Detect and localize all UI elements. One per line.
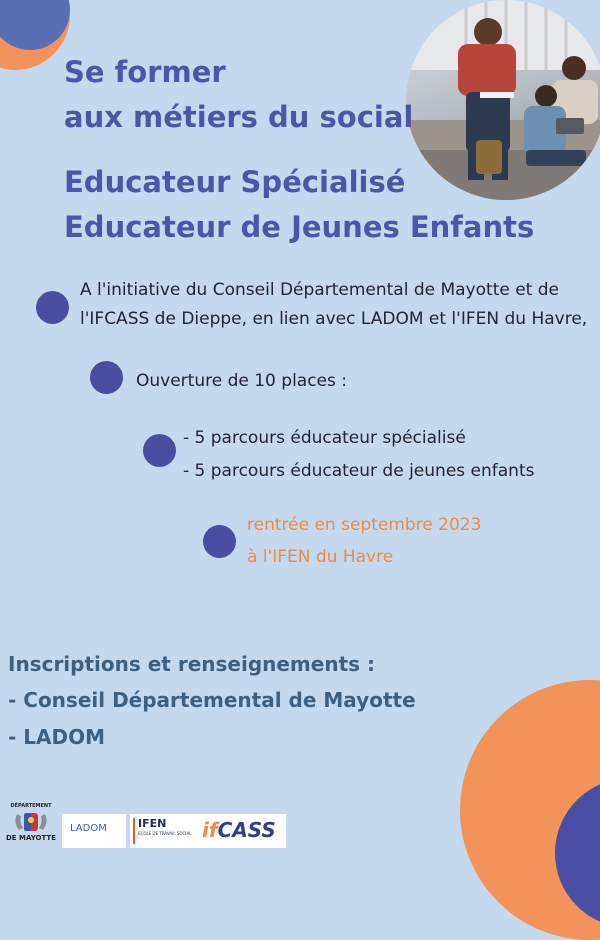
logo-ifcass-text	[202, 818, 276, 842]
inscriptions-title: Inscriptions et renseignements :	[8, 652, 376, 676]
logo-ifen-text: IFEN	[138, 817, 167, 830]
crest-icon	[11, 810, 51, 836]
subtitle-line-1: Educateur Spécialisé	[64, 165, 406, 199]
logo-ladom-text: LADOM	[70, 823, 107, 834]
opening-text: Ouverture de 10 places :	[136, 371, 347, 391]
bullet-dot-paths	[143, 434, 176, 467]
title-line-1: Se former	[64, 55, 226, 89]
students-illustration	[406, 0, 600, 200]
path-item-1: - 5 parcours éducateur spécialisé	[183, 428, 466, 448]
start-date-line-2: à l'IFEN du Havre	[247, 547, 394, 567]
logo-ifen-subtext: ECOLE DE TRAVAIL SOCIAL	[138, 831, 192, 836]
logo-departement-name: DE MAYOTTE	[5, 834, 56, 842]
bullet-dot-intro	[36, 291, 69, 324]
subtitle-line-2: Educateur de Jeunes Enfants	[64, 210, 535, 244]
logo-ifcass	[198, 814, 286, 848]
bullet-dot-date	[203, 525, 236, 558]
logo-departement-caption: DÉPARTEMENT	[10, 803, 52, 809]
students-photo	[406, 0, 600, 200]
intro-text-line-2: l'IFCASS de Dieppe, en lien avec LADOM et l'IFEN du Havre,	[80, 309, 588, 329]
logo-ifen-bar	[133, 818, 135, 844]
title-line-2: aux métiers du social	[64, 100, 414, 134]
logo-ladom	[62, 814, 126, 848]
inscriptions-item-2: - LADOM	[8, 725, 105, 749]
logo-departement-mayotte	[4, 804, 58, 848]
logo-ifcass-if: if	[202, 818, 218, 842]
start-date-line-1: rentrée en septembre 2023	[247, 515, 482, 535]
inscriptions-item-1: - Conseil Départemental de Mayotte	[8, 688, 416, 712]
path-item-2: - 5 parcours éducateur de jeunes enfants	[183, 461, 535, 481]
logo-ifcass-rest: CASS	[217, 818, 276, 842]
logo-ifen	[130, 814, 198, 848]
bullet-dot-opening	[90, 361, 123, 394]
intro-text-line-1: A l'initiative du Conseil Départemental de Mayotte et de	[80, 280, 559, 300]
